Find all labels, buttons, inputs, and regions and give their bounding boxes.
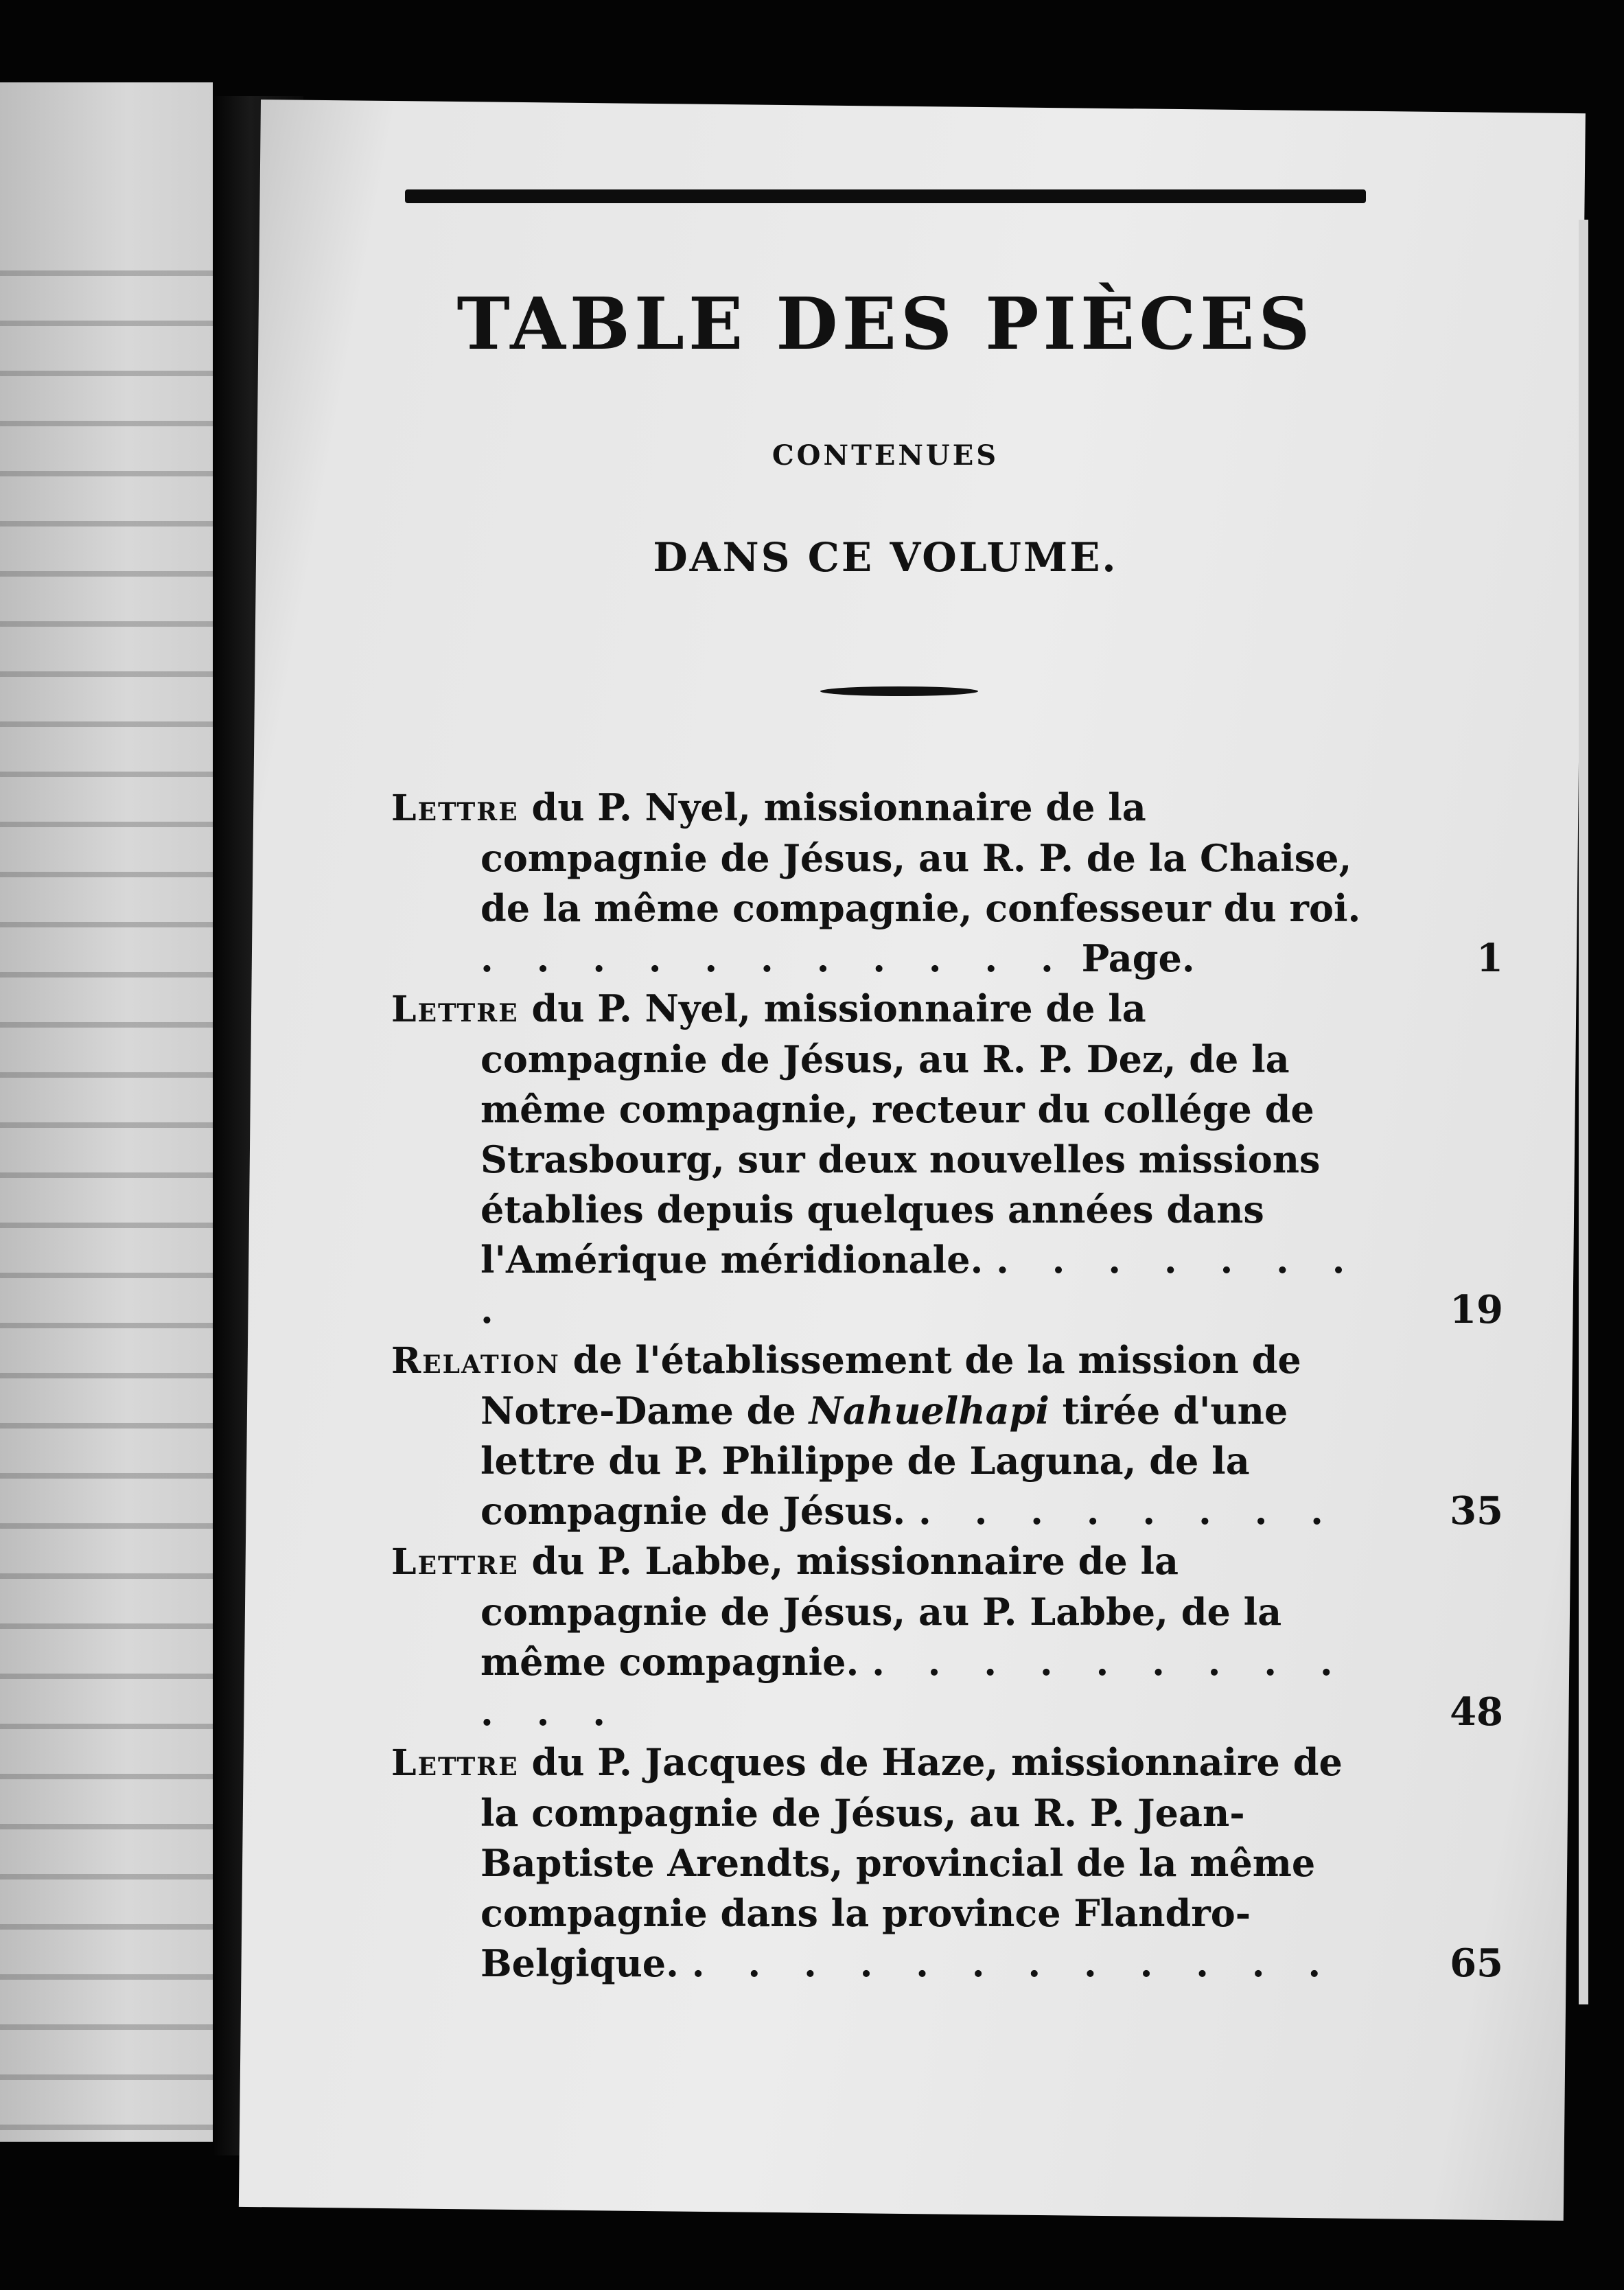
page-number: 19 bbox=[1450, 1287, 1503, 1332]
entry-text: du P. Nyel, missionnaire de la compagnie de Jésus, au R. P. de la Chaise, de la même compagnie, confesseur du roi. bbox=[480, 785, 1361, 930]
page-number: 1 bbox=[1476, 936, 1503, 981]
page-number: 65 bbox=[1450, 1941, 1503, 1986]
toc-entry bbox=[391, 1335, 1503, 1536]
page-edge bbox=[1579, 220, 1588, 2004]
dot-leader: . . . . . . . . . . . bbox=[480, 936, 1069, 980]
dot-leader: . . . . . . . . . . . . bbox=[691, 1941, 1336, 1985]
dot-leader: . . . . . . . . bbox=[480, 1238, 1360, 1332]
subtitle-contenues: CONTENUES bbox=[772, 439, 999, 472]
entry-text-italic: Nahuelhapi bbox=[809, 1389, 1049, 1433]
entry-type: Relation bbox=[391, 1340, 560, 1382]
page-number: 48 bbox=[1450, 1689, 1503, 1735]
bleed-through-text bbox=[0, 240, 213, 2142]
toc-entry bbox=[391, 783, 1503, 984]
entry-text: du P. Jacques de Haze, missionnaire de la compagnie de Jésus, au R. P. Jean-Baptiste Arendts, provincial de la même compagnie dans la province Flandro-Belgique. bbox=[480, 1740, 1343, 1985]
entry-type: Lettre bbox=[391, 1541, 519, 1583]
toc-entry bbox=[391, 1737, 1503, 1989]
page-number: 35 bbox=[1450, 1488, 1503, 1534]
dot-leader: . . . . . . . . . . . . bbox=[480, 1640, 1348, 1734]
dot-leader: . . . . . . . . bbox=[918, 1489, 1338, 1533]
entry-type: Lettre bbox=[391, 988, 519, 1030]
entry-type: Lettre bbox=[391, 787, 519, 829]
page-title: TABLE DES PIÈCES bbox=[456, 281, 1314, 366]
toc-entry bbox=[391, 1536, 1503, 1737]
table-of-contents bbox=[391, 783, 1503, 1989]
entry-type: Lettre bbox=[391, 1742, 519, 1784]
top-rule bbox=[405, 189, 1366, 203]
page-label: Page. bbox=[1081, 936, 1195, 980]
subtitle-volume: DANS CE VOLUME. bbox=[653, 534, 1118, 581]
entry-text: du P. Labbe, missionnaire de la compagnie de Jésus, au P. Labbe, de la même compagnie. bbox=[480, 1539, 1282, 1684]
facing-page-edge bbox=[0, 82, 213, 2142]
entry-text: de l'établissement de la mission de Notre-Dame de bbox=[480, 1338, 1301, 1433]
entry-text: tirée d'une lettre du P. Philippe de Laguna, de la compagnie de Jésus. bbox=[480, 1389, 1288, 1533]
toc-entry bbox=[391, 984, 1503, 1335]
entry-text: du P. Nyel, missionnaire de la compagnie de Jésus, au R. P. Dez, de la même compagnie, recteur du collége de Strasbourg, sur deux nouvelles missions établies depuis quelques années dans l'Amérique méridionale. bbox=[480, 986, 1321, 1282]
ornament-rule bbox=[820, 686, 978, 696]
